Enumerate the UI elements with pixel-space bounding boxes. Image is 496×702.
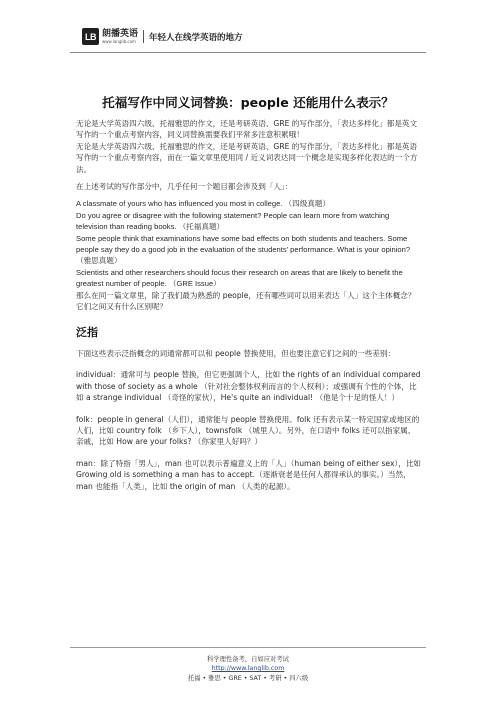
- synonym-entry: folk：people in general（人们），通常能与 people 替换使用。folk 还有表示某一特定国家或地区的人们，比如 country folk （乡下人），townsfolk （城里人）。另外，在口语中 folks 还可以指家属、亲戚，比如 How are your folks? （你家里人好吗？）: [76, 414, 420, 447]
- langlib-logo-icon: LB: [82, 28, 99, 45]
- page-title: 托福写作中同义词替换：people 还能用什么表示？: [102, 95, 394, 110]
- example-prompt: Scientists and other researchers should focus their research on areas that are likely to benefit the greatest number of people. （GRE Issue）: [76, 267, 403, 289]
- example-prompt: A classmate of yours who has influenced you most in college. （四级真题）: [76, 199, 331, 209]
- logo-text: [102, 30, 138, 44]
- logo-name: 朗播英语: [102, 28, 139, 39]
- synonym-entry: individual：通常可与 people 替换，但它更强调个人，比如 the rights of an individual compared with those of society as a whole （针对社会整体权利而言的个人权利）；或强调有个性的个体，比如 a strange individual （奇怪的家伙），He's quite an individual! （他是个十足的怪人！）: [76, 370, 421, 403]
- section-heading: 泛指: [76, 325, 98, 339]
- section-intro: 下面这些表示泛指概念的词通常都可以和 people 替换使用，但也要注意它们之间的一些差别：: [76, 348, 396, 358]
- header-divider: [143, 30, 144, 43]
- header-rule: [70, 52, 426, 53]
- article-body: [76, 118, 422, 492]
- example-prompt: Some people think that examinations have some bad effects on both students and teachers. Some people say they do a good job in the evaluation of the students’ performance. What is your opinion? （雅思真题）: [76, 233, 411, 266]
- intro-paragraph: 无论是大学英语四六级、托福雅思的作文，还是考研英语、GRE 的写作部分，「表达多样化」都是英语写作的一个重点考察内容，而在一篇文章里使用同 / 近义词表达同一个概念是实现多样化表达的一个方法。: [76, 141, 418, 174]
- synonym-entry: man：除了特指「男人」，man 也可以表示普遍意义上的「人」（human being of either sex），比如 Growing old is something a man has to accept.（逐渐衰老是任何人都得承认的事实。）当然，man 也能指「人类」，比如 the origin of man （人类的起源）。: [76, 458, 422, 491]
- question-paragraph: 那么在同一篇文章里，除了我们最为熟悉的 people，还有哪些词可以用来表达「人」这个主体概念？它们之间又有什么区别呢？: [76, 290, 416, 312]
- footer-tagline: 科学理性备考，自如应对考试: [207, 656, 289, 663]
- brand-header: [82, 28, 243, 45]
- intro-paragraph: 无论是大学英语四六级、托福雅思的作文，还是考研英语、GRE 的写作部分，「表达多样化」都是英文写作的一个重点考察内容，同义词替换需要我们平常多注意积累哦！: [76, 119, 418, 140]
- footer-exams: 托福 • 雅思 • GRE • SAT • 考研 • 四六级: [187, 674, 309, 682]
- logo-url: www.langlib.com: [102, 38, 136, 44]
- footer-link[interactable]: http://www.langlib.com: [211, 665, 285, 673]
- intro-paragraph: 在上述考试的写作部分中，几乎任何一个题目都会涉及到「人」：: [76, 182, 293, 192]
- footer-rule: [70, 647, 426, 648]
- slogan: 年轻人在线学英语的地方: [149, 32, 243, 43]
- page-footer: [0, 655, 496, 683]
- example-prompt: Do you agree or disagree with the following statement? People can learn more from watching television than reading books. （托福真题）: [76, 210, 390, 232]
